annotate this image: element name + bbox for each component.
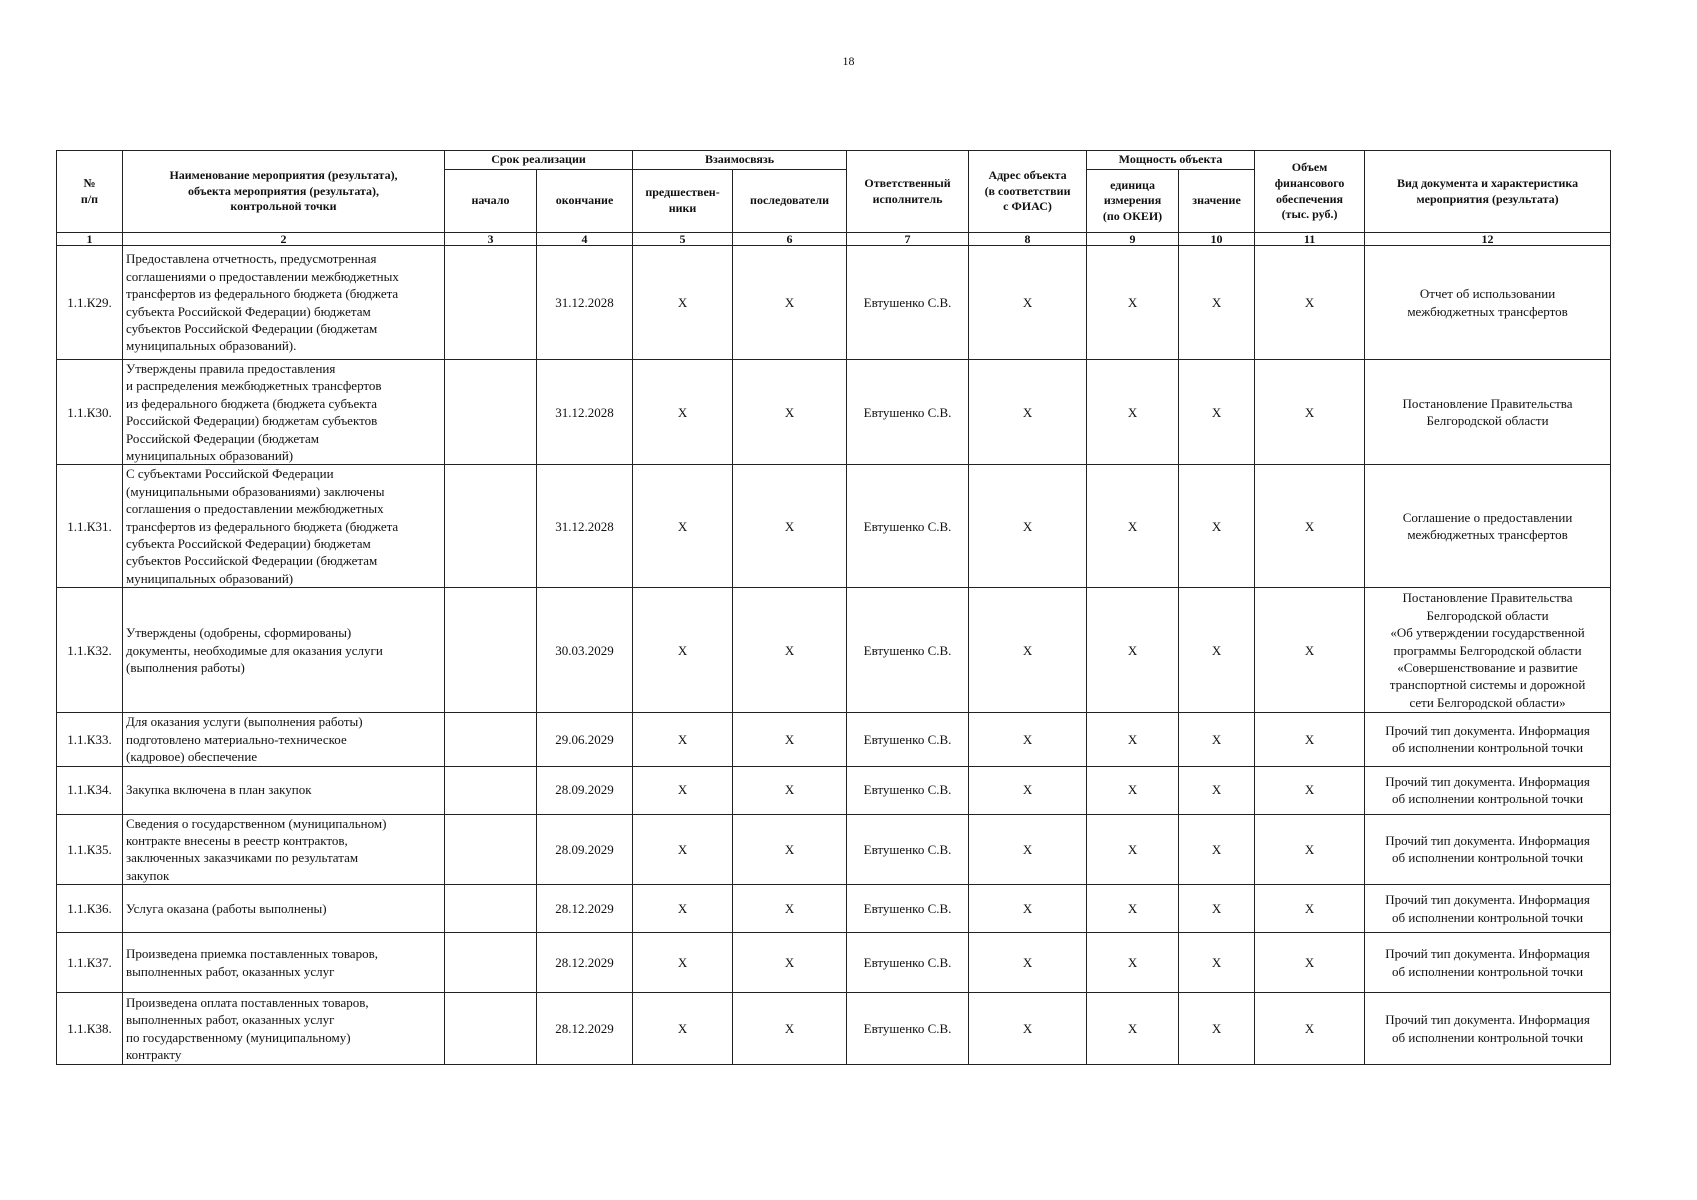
row-responsible: Евтушенко С.В. — [847, 713, 969, 766]
row-document: Постановление Правительства Белгородской области — [1365, 360, 1611, 465]
row-name: Услуга оказана (работы выполнены) — [123, 885, 445, 933]
row-predecessors: X — [633, 766, 733, 814]
row-capacity-unit: X — [1087, 993, 1179, 1065]
row-finance: X — [1255, 246, 1365, 360]
row-capacity-unit: X — [1087, 713, 1179, 766]
column-number: 3 — [445, 233, 537, 246]
row-number: 1.1.К35. — [57, 814, 123, 885]
row-responsible: Евтушенко С.В. — [847, 588, 969, 713]
header-name: Наименование мероприятия (результата), объекта мероприятия (результата), контрольной точки — [123, 151, 445, 233]
row-number: 1.1.К37. — [57, 933, 123, 993]
column-number: 4 — [537, 233, 633, 246]
row-address: X — [969, 766, 1087, 814]
row-successors: X — [733, 993, 847, 1065]
row-predecessors: X — [633, 993, 733, 1065]
row-successors: X — [733, 588, 847, 713]
row-predecessors: X — [633, 246, 733, 360]
row-capacity-value: X — [1179, 588, 1255, 713]
row-responsible: Евтушенко С.В. — [847, 246, 969, 360]
row-end-date: 28.12.2029 — [537, 993, 633, 1065]
row-document: Прочий тип документа. Информация об исполнении контрольной точки — [1365, 766, 1611, 814]
row-start-date — [445, 465, 537, 588]
events-table — [56, 150, 1611, 1065]
table-row — [57, 993, 1611, 1065]
row-start-date — [445, 766, 537, 814]
row-successors: X — [733, 885, 847, 933]
row-capacity-unit: X — [1087, 465, 1179, 588]
row-start-date — [445, 246, 537, 360]
row-capacity-value: X — [1179, 766, 1255, 814]
row-end-date: 28.09.2029 — [537, 766, 633, 814]
row-end-date: 31.12.2028 — [537, 360, 633, 465]
row-predecessors: X — [633, 360, 733, 465]
row-predecessors: X — [633, 588, 733, 713]
page-number: 18 — [842, 54, 855, 68]
row-document: Прочий тип документа. Информация об исполнении контрольной точки — [1365, 713, 1611, 766]
column-number: 2 — [123, 233, 445, 246]
row-number: 1.1.К32. — [57, 588, 123, 713]
row-end-date: 28.12.2029 — [537, 933, 633, 993]
row-address: X — [969, 246, 1087, 360]
row-start-date — [445, 588, 537, 713]
table-row — [57, 885, 1611, 933]
row-name: Предоставлена отчетность, предусмотренная соглашениями о предоставлении межбюджетных трансфертов из федерального бюджета (бюджета субъекта Российской Федерации) бюджетам субъектов Российской Федерации (бюджетам муниципальных образований). — [123, 246, 445, 360]
row-name: Произведена приемка поставленных товаров, выполненных работ, оказанных услуг — [123, 933, 445, 993]
column-number: 1 — [57, 233, 123, 246]
table-row — [57, 766, 1611, 814]
row-number: 1.1.К29. — [57, 246, 123, 360]
row-successors: X — [733, 713, 847, 766]
header-term-group: Срок реализации — [445, 151, 633, 170]
row-number: 1.1.К34. — [57, 766, 123, 814]
row-capacity-value: X — [1179, 713, 1255, 766]
table-row — [57, 588, 1611, 713]
row-document: Отчет об использовании межбюджетных трансфертов — [1365, 246, 1611, 360]
row-number: 1.1.К38. — [57, 993, 123, 1065]
row-capacity-unit: X — [1087, 933, 1179, 993]
row-predecessors: X — [633, 885, 733, 933]
row-name: С субъектами Российской Федерации (муниципальными образованиями) заключены соглашения о предоставлении межбюджетных трансфертов из федерального бюджета (бюджета субъекта Российской Федерации) бюджетам субъектов Российской Федерации (бюджетам муниципальных образований) — [123, 465, 445, 588]
row-capacity-value: X — [1179, 885, 1255, 933]
header-link-prev: предшествен- ники — [633, 170, 733, 233]
header-num: № п/п — [57, 151, 123, 233]
row-finance: X — [1255, 588, 1365, 713]
row-capacity-value: X — [1179, 246, 1255, 360]
table-row — [57, 246, 1611, 360]
header-link-group: Взаимосвязь — [633, 151, 847, 170]
row-document: Прочий тип документа. Информация об исполнении контрольной точки — [1365, 993, 1611, 1065]
row-end-date: 28.12.2029 — [537, 885, 633, 933]
table-row — [57, 360, 1611, 465]
row-document: Соглашение о предоставлении межбюджетных трансфертов — [1365, 465, 1611, 588]
row-responsible: Евтушенко С.В. — [847, 885, 969, 933]
header-capacity-unit: единица измерения (по ОКЕИ) — [1087, 170, 1179, 233]
row-capacity-value: X — [1179, 814, 1255, 885]
column-number: 7 — [847, 233, 969, 246]
row-predecessors: X — [633, 713, 733, 766]
header-term-end: окончание — [537, 170, 633, 233]
column-number: 5 — [633, 233, 733, 246]
row-document: Прочий тип документа. Информация об исполнении контрольной точки — [1365, 933, 1611, 993]
row-address: X — [969, 933, 1087, 993]
column-number: 9 — [1087, 233, 1179, 246]
row-predecessors: X — [633, 933, 733, 993]
row-start-date — [445, 885, 537, 933]
row-capacity-unit: X — [1087, 246, 1179, 360]
row-address: X — [969, 360, 1087, 465]
row-address: X — [969, 588, 1087, 713]
row-capacity-unit: X — [1087, 360, 1179, 465]
header-capacity-group: Мощность объекта — [1087, 151, 1255, 170]
row-number: 1.1.К31. — [57, 465, 123, 588]
column-number: 10 — [1179, 233, 1255, 246]
row-responsible: Евтушенко С.В. — [847, 814, 969, 885]
header-term-start: начало — [445, 170, 537, 233]
row-address: X — [969, 465, 1087, 588]
table-row — [57, 713, 1611, 766]
row-responsible: Евтушенко С.В. — [847, 766, 969, 814]
table-body — [57, 246, 1611, 1065]
column-number: 8 — [969, 233, 1087, 246]
header-address: Адрес объекта (в соответствии с ФИАС) — [969, 151, 1087, 233]
row-start-date — [445, 993, 537, 1065]
row-responsible: Евтушенко С.В. — [847, 993, 969, 1065]
row-predecessors: X — [633, 814, 733, 885]
row-name: Утверждены правила предоставления и распределения межбюджетных трансфертов из федерального бюджета (бюджета субъекта Российской Федерации) бюджетам субъектов Российской Федерации (бюджетам муниципальных образований) — [123, 360, 445, 465]
header-link-next: последователи — [733, 170, 847, 233]
row-document: Прочий тип документа. Информация об исполнении контрольной точки — [1365, 885, 1611, 933]
row-capacity-unit: X — [1087, 885, 1179, 933]
row-address: X — [969, 814, 1087, 885]
row-responsible: Евтушенко С.В. — [847, 360, 969, 465]
row-successors: X — [733, 766, 847, 814]
column-number: 6 — [733, 233, 847, 246]
row-address: X — [969, 885, 1087, 933]
row-start-date — [445, 360, 537, 465]
row-finance: X — [1255, 885, 1365, 933]
header-row-groups — [57, 151, 1611, 170]
row-document: Постановление Правительства Белгородской области «Об утверждении государственной программы Белгородской области «Совершенствование и развитие транспортной системы и дорожной сети Белгородской области» — [1365, 588, 1611, 713]
row-name: Закупка включена в план закупок — [123, 766, 445, 814]
row-finance: X — [1255, 933, 1365, 993]
header-doc: Вид документа и характеристика мероприятия (результата) — [1365, 151, 1611, 233]
row-number: 1.1.К36. — [57, 885, 123, 933]
row-end-date: 31.12.2028 — [537, 465, 633, 588]
row-responsible: Евтушенко С.В. — [847, 933, 969, 993]
row-capacity-value: X — [1179, 933, 1255, 993]
row-name: Утверждены (одобрены, сформированы) документы, необходимые для оказания услуги (выполнения работы) — [123, 588, 445, 713]
header-finance: Объем финансового обеспечения (тыс. руб.) — [1255, 151, 1365, 233]
row-start-date — [445, 933, 537, 993]
row-start-date — [445, 713, 537, 766]
row-start-date — [445, 814, 537, 885]
row-name: Произведена оплата поставленных товаров, выполненных работ, оказанных услуг по государственному (муниципальному) контракту — [123, 993, 445, 1065]
row-capacity-value: X — [1179, 465, 1255, 588]
row-capacity-unit: X — [1087, 814, 1179, 885]
row-document: Прочий тип документа. Информация об исполнении контрольной точки — [1365, 814, 1611, 885]
row-address: X — [969, 993, 1087, 1065]
row-finance: X — [1255, 766, 1365, 814]
row-number: 1.1.К30. — [57, 360, 123, 465]
row-end-date: 31.12.2028 — [537, 246, 633, 360]
table-row — [57, 814, 1611, 885]
header-responsible: Ответственный исполнитель — [847, 151, 969, 233]
row-successors: X — [733, 465, 847, 588]
header-capacity-value: значение — [1179, 170, 1255, 233]
row-end-date: 28.09.2029 — [537, 814, 633, 885]
row-successors: X — [733, 814, 847, 885]
row-responsible: Евтушенко С.В. — [847, 465, 969, 588]
row-number: 1.1.К33. — [57, 713, 123, 766]
table-row — [57, 465, 1611, 588]
row-address: X — [969, 713, 1087, 766]
row-successors: X — [733, 246, 847, 360]
row-finance: X — [1255, 465, 1365, 588]
column-number: 12 — [1365, 233, 1611, 246]
column-number-row — [57, 233, 1611, 246]
column-number: 11 — [1255, 233, 1365, 246]
row-predecessors: X — [633, 465, 733, 588]
row-capacity-value: X — [1179, 993, 1255, 1065]
row-capacity-unit: X — [1087, 766, 1179, 814]
row-name: Сведения о государственном (муниципальном) контракте внесены в реестр контрактов, заключенных заказчиками по результатам закупок — [123, 814, 445, 885]
row-successors: X — [733, 933, 847, 993]
row-finance: X — [1255, 993, 1365, 1065]
row-name: Для оказания услуги (выполнения работы) подготовлено материально-техническое (кадровое) обеспечение — [123, 713, 445, 766]
row-capacity-unit: X — [1087, 588, 1179, 713]
row-finance: X — [1255, 713, 1365, 766]
row-finance: X — [1255, 360, 1365, 465]
table-row — [57, 933, 1611, 993]
row-capacity-value: X — [1179, 360, 1255, 465]
row-successors: X — [733, 360, 847, 465]
row-end-date: 30.03.2029 — [537, 588, 633, 713]
row-end-date: 29.06.2029 — [537, 713, 633, 766]
row-finance: X — [1255, 814, 1365, 885]
